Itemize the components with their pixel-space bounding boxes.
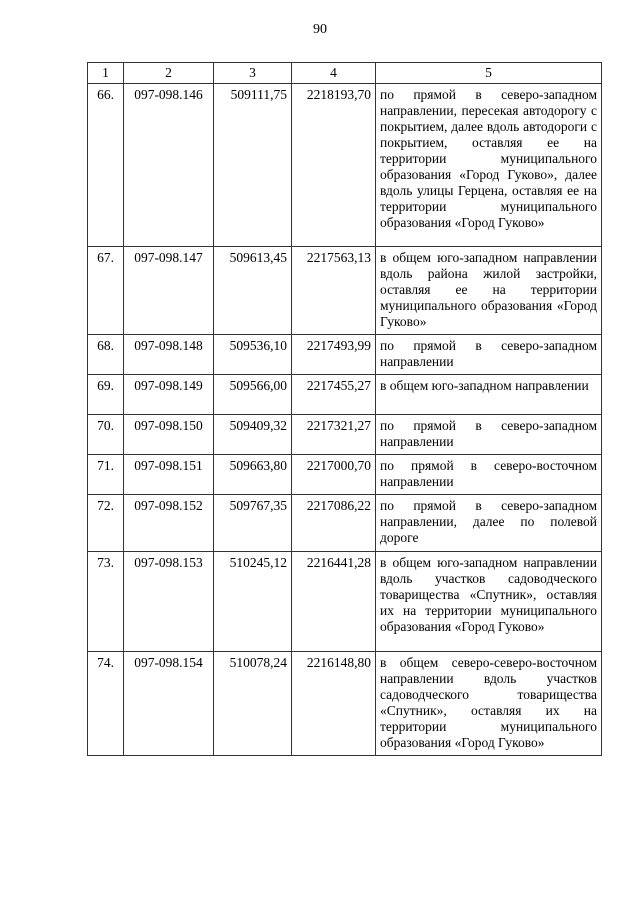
table-row bbox=[88, 375, 602, 415]
point-code: 097-098.154 bbox=[124, 652, 214, 756]
coordinate-y: 2217493,99 bbox=[292, 335, 376, 375]
table-row bbox=[88, 247, 602, 335]
coordinate-y: 2216441,28 bbox=[292, 552, 376, 652]
boundary-description: в общем юго-западном направлении вдоль участков садоводческого товарищества «Спутник», оставляя их на территории муниципального образования «Город Гуково» bbox=[376, 552, 602, 652]
point-code: 097-098.147 bbox=[124, 247, 214, 335]
boundary-description: по прямой в северо-западном направлении, далее по полевой дороге bbox=[376, 495, 602, 552]
row-number: 68. bbox=[88, 335, 124, 375]
boundary-description: по прямой в северо-западном направлении bbox=[376, 335, 602, 375]
coordinate-x: 509536,10 bbox=[214, 335, 292, 375]
row-number: 69. bbox=[88, 375, 124, 415]
coordinate-x: 509613,45 bbox=[214, 247, 292, 335]
table-row bbox=[88, 455, 602, 495]
boundary-description: по прямой в северо-западном направлении bbox=[376, 415, 602, 455]
row-number: 71. bbox=[88, 455, 124, 495]
row-number: 72. bbox=[88, 495, 124, 552]
column-header: 1 bbox=[88, 63, 124, 84]
point-code: 097-098.149 bbox=[124, 375, 214, 415]
table-row bbox=[88, 415, 602, 455]
boundary-description: в общем юго-западном направлении bbox=[376, 375, 602, 415]
coordinate-y: 2216148,80 bbox=[292, 652, 376, 756]
point-code: 097-098.152 bbox=[124, 495, 214, 552]
point-code: 097-098.151 bbox=[124, 455, 214, 495]
table-row bbox=[88, 335, 602, 375]
coordinate-x: 509663,80 bbox=[214, 455, 292, 495]
table-row bbox=[88, 652, 602, 756]
coordinate-x: 509566,00 bbox=[214, 375, 292, 415]
coordinate-x: 510245,12 bbox=[214, 552, 292, 652]
point-code: 097-098.153 bbox=[124, 552, 214, 652]
table-row bbox=[88, 552, 602, 652]
boundary-description: в общем юго-западном направлении вдоль района жилой застройки, оставляя ее на территории муниципального образования «Город Гуково» bbox=[376, 247, 602, 335]
coordinate-x: 509409,32 bbox=[214, 415, 292, 455]
row-number: 70. bbox=[88, 415, 124, 455]
table-row bbox=[88, 84, 602, 247]
boundary-table bbox=[87, 62, 602, 756]
column-header: 2 bbox=[124, 63, 214, 84]
coordinate-y: 2217086,22 bbox=[292, 495, 376, 552]
coordinate-y: 2217321,27 bbox=[292, 415, 376, 455]
table-row bbox=[88, 495, 602, 552]
coordinate-x: 509767,35 bbox=[214, 495, 292, 552]
boundary-description: в общем северо-северо-восточном направлении вдоль участков садоводческого товарищества «Спутник», оставляя их на территории муниципального образования «Город Гуково» bbox=[376, 652, 602, 756]
coordinate-x: 510078,24 bbox=[214, 652, 292, 756]
column-header: 3 bbox=[214, 63, 292, 84]
boundary-description: по прямой в северо-восточном направлении bbox=[376, 455, 602, 495]
table-header-row bbox=[88, 63, 602, 84]
point-code: 097-098.148 bbox=[124, 335, 214, 375]
point-code: 097-098.146 bbox=[124, 84, 214, 247]
point-code: 097-098.150 bbox=[124, 415, 214, 455]
boundary-description: по прямой в северо-западном направлении, пересекая автодорогу с покрытием, далее вдоль автодороги с покрытием, оставляя ее на территории муниципального образования «Город Гуково», далее вдоль улицы Герцена, оставляя ее на территории муниципального образования «Город Гуково» bbox=[376, 84, 602, 247]
column-header: 4 bbox=[292, 63, 376, 84]
column-header: 5 bbox=[376, 63, 602, 84]
row-number: 74. bbox=[88, 652, 124, 756]
coordinate-x: 509111,75 bbox=[214, 84, 292, 247]
coordinate-y: 2218193,70 bbox=[292, 84, 376, 247]
coordinate-y: 2217455,27 bbox=[292, 375, 376, 415]
coordinate-y: 2217563,13 bbox=[292, 247, 376, 335]
row-number: 66. bbox=[88, 84, 124, 247]
page-number: 90 bbox=[313, 22, 327, 37]
coordinate-y: 2217000,70 bbox=[292, 455, 376, 495]
row-number: 67. bbox=[88, 247, 124, 335]
row-number: 73. bbox=[88, 552, 124, 652]
